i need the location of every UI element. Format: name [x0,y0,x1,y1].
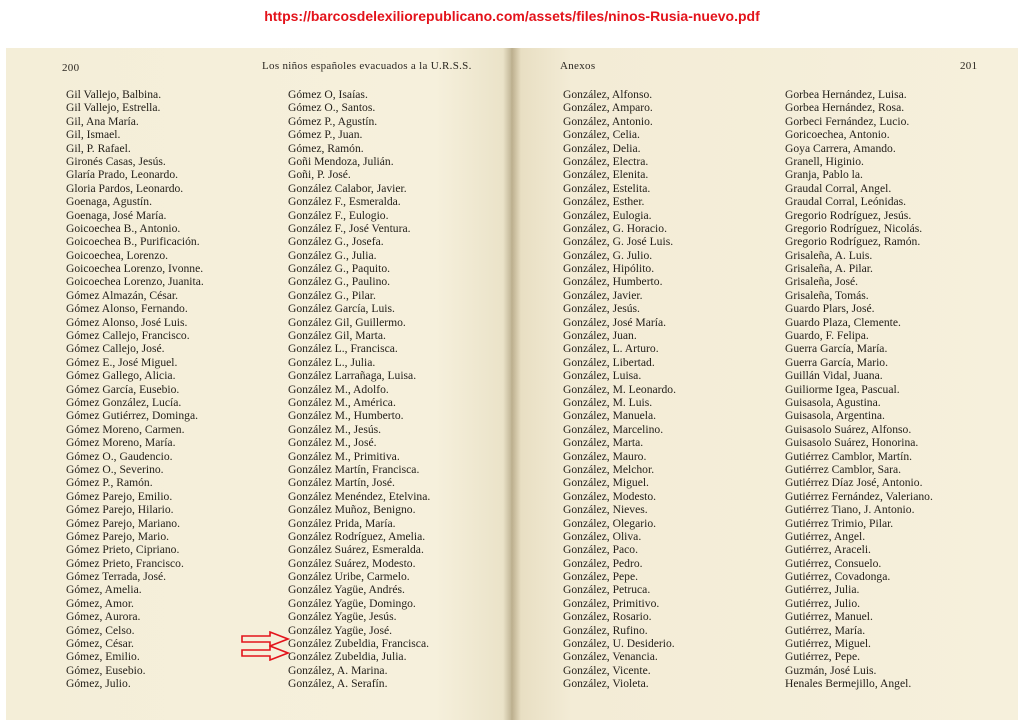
name-entry: Goricoechea, Antonio. [785,128,890,142]
name-entry: Gómez O, Isaías. [288,88,368,101]
name-entry: González Calabor, Javier. [288,181,407,195]
right-running-title: Anexos [560,60,596,72]
name-entry: González, Modesto. [563,489,657,503]
name-entry: Gómez, Eusebio. [66,663,146,677]
name-entry: Gómez Prieto, Francisco. [66,556,184,570]
name-entry: Graudal Corral, Leónidas. [785,195,907,209]
name-entry: Guiliorme Igea, Pascual. [785,382,900,396]
name-entry: González, Luisa. [563,369,642,383]
name-entry: Gómez, Emilio. [66,650,140,664]
name-entry: Gómez García, Eusebio. [66,382,180,396]
name-entry: González, G. Julio. [563,248,653,262]
name-entry: Granell, Higinio. [785,154,864,168]
source-url-link[interactable]: https://barcosdelexiliorepublicano.com/assets/files/ninos-Rusia-nuevo.pdf [264,8,760,24]
name-entry: González M., Primitiva. [288,449,400,463]
name-entry: González, Miguel. [563,476,649,490]
name-entry: González, Marcelino. [563,422,664,436]
name-entry: González, Rosario. [563,610,652,624]
name-entry: Goenaga, Agustín. [66,195,152,209]
book-gutter [503,48,521,720]
name-entry: González, Esther. [563,195,645,209]
name-entry: Gómez Terrada, José. [66,570,167,584]
name-entry: Gil, Ismael. [66,128,121,142]
name-entry: Gómez Parejo, Mariano. [66,516,180,530]
name-entry: Gómez Gutiérrez, Dominga. [66,409,198,423]
name-entry: Goñi, P. José. [288,168,351,182]
name-entry: Gorbea Hernández, Luisa. [785,88,907,101]
name-entry: Goicoechea, Lorenzo. [66,248,169,262]
name-entry: González Rodríguez, Amelia. [288,529,426,543]
name-entry: Guisasola, Argentina. [785,409,885,423]
name-entry: González Suárez, Esmeralda. [288,543,424,557]
name-entry: Gorbeci Fernández, Lucio. [785,114,910,128]
name-entry: Henales Bermejillo, Angel. [785,677,912,691]
name-entry: González, Delia. [563,141,641,155]
name-entry: Gómez Parejo, Mario. [66,529,170,543]
name-entry: Gómez, Amelia. [66,583,142,597]
name-entry: Gómez Callejo, Francisco. [66,329,190,343]
name-entry: Gutiérrez, María. [785,623,866,637]
name-entry: González L., Julia. [288,355,376,369]
name-entry: González M., Humberto. [288,409,404,423]
name-entry: González, Manuela. [563,409,657,423]
name-entry: González, Pedro. [563,556,643,570]
name-entry: Gutiérrez, Julia. [785,583,860,597]
name-entry: Goicoechea Lorenzo, Juanita. [66,275,204,289]
name-entry: González, G. Horacio. [563,221,667,235]
name-entry: González Larrañaga, Luisa. [288,369,417,383]
name-entry: Gómez P., Ramón. [66,476,153,490]
name-entry: González, Paco. [563,543,639,557]
name-entry: Gregorio Rodríguez, Nicolás. [785,221,923,235]
name-entry: González Gil, Guillermo. [288,315,406,329]
name-entry: González, Estelita. [563,181,651,195]
name-entry: Gómez, César. [66,637,134,651]
name-entry: González, Nieves. [563,503,648,517]
name-entry: Gil Vallejo, Balbina. [66,88,162,101]
name-entry: Gutiérrez, Covadonga. [785,570,891,584]
name-entry: Goñi Mendoza, Julián. [288,154,394,168]
name-entry: González, Amparo. [563,101,653,115]
name-entry: González Zubeldia, Julia. [288,650,407,664]
name-entry: González, Melchor. [563,462,655,476]
name-entry: Gómez González, Lucía. [66,395,182,409]
name-entry: Gutiérrez Fernández, Valeriano. [785,489,933,503]
name-entry: Granja, Pablo la. [785,168,863,182]
name-entry: Gómez E., José Miguel. [66,355,178,369]
name-entry: González M., Adolfo. [288,382,389,396]
name-entry: Guerra García, Mario. [785,355,889,369]
name-entry: González, José María. [563,315,667,329]
name-entry: Grisaleña, A. Pilar. [785,262,873,276]
left-column-2 [288,88,430,691]
name-entry: González Yagüe, Jesús. [288,610,397,624]
name-entry: González, Jesús. [563,302,640,316]
name-entry: González F., José Ventura. [288,221,411,235]
name-entry: González, L. Arturo. [563,342,659,356]
name-entry: Gutiérrez Trimio, Pilar. [785,516,894,530]
name-entry: González, Celia. [563,128,640,142]
name-entry: González, Pepe. [563,570,639,584]
name-entry: González Gil, Marta. [288,329,386,343]
name-entry: Graudal Corral, Angel. [785,181,892,195]
name-entry: Guardo Plaza, Clemente. [785,315,901,329]
name-entry: Gutiérrez, Consuelo. [785,556,882,570]
name-entry: Grisaleña, Tomás. [785,288,869,302]
name-entry: González, Oliva. [563,529,642,543]
name-entry: González M., Jesús. [288,422,382,436]
name-entry: Gómez, Ramón. [288,141,364,155]
name-entry: Gironés Casas, Jesús. [66,154,166,168]
left-page-number: 200 [62,62,80,74]
name-entry: González F., Eulogio. [288,208,389,222]
name-entry: Gorbea Hernández, Rosa. [785,101,905,115]
name-entry: González M., América. [288,395,396,409]
name-entry: Guardo Plars, José. [785,302,875,316]
name-entry: González, Libertad. [563,355,655,369]
name-entry: González G., Julia. [288,248,377,262]
name-entry: González, Electra. [563,154,649,168]
name-entry: Gloria Pardos, Leonardo. [66,181,184,195]
name-entry: Gómez Callejo, José. [66,342,165,356]
name-entry: Goicoechea Lorenzo, Ivonne. [66,262,204,276]
name-entry: Gómez, Celso. [66,623,135,637]
name-entry: Gómez Alonso, Fernando. [66,302,188,316]
name-entry: Goicoechea B., Purificación. [66,235,200,249]
name-entry: Gómez Moreno, María. [66,436,176,450]
name-entry: Gregorio Rodríguez, Ramón. [785,235,921,249]
name-entry: Guisasolo Suárez, Alfonso. [785,422,912,436]
left-running-title: Los niños españoles evacuados a la U.R.S.S. [262,60,472,72]
name-entry: González Martín, José. [288,476,395,490]
name-entry: Guisasolo Suárez, Honorina. [785,436,919,450]
name-entry: González, Primitivo. [563,596,660,610]
name-entry: González, Mauro. [563,449,647,463]
name-entry: González, G. José Luis. [563,235,674,249]
name-entry: Gutiérrez Tiano, J. Antonio. [785,503,915,517]
right-column-2 [785,88,933,691]
name-entry: González L., Francisca. [288,342,398,356]
name-entry: González, Violeta. [563,677,649,691]
name-entry: Gómez, Julio. [66,677,131,691]
name-entry: González Martín, Francisca. [288,462,420,476]
name-entry: González M., José. [288,436,377,450]
name-entry: Gómez, Amor. [66,596,134,610]
name-entry: Gutiérrez, Miguel. [785,637,871,651]
name-entry: Guzmán, José Luis. [785,663,877,677]
name-entry: Gómez P., Agustín. [288,114,378,128]
name-entry: González Menéndez, Etelvina. [288,489,431,503]
name-entry: Goenaga, José María. [66,208,167,222]
name-entry: González, Alfonso. [563,88,653,101]
name-entry: González, Hipólito. [563,262,655,276]
name-entry: Gómez Alonso, José Luis. [66,315,188,329]
name-entry: González, Juan. [563,329,637,343]
name-entry: Gómez O., Severino. [66,462,164,476]
name-entry: González G., Josefa. [288,235,384,249]
name-entry: Gutiérrez, Angel. [785,529,866,543]
name-entry: Gómez P., Juan. [288,128,363,142]
name-entry: Grisaleña, José. [785,275,859,289]
name-entry: Gil, Ana María. [66,114,139,128]
left-page [6,48,511,720]
name-entry: González, Vicente. [563,663,651,677]
name-entry: Gutiérrez, Julio. [785,596,861,610]
name-entry: Grisaleña, A. Luis. [785,248,873,262]
name-entry: González G., Paquito. [288,262,391,276]
name-entry: Gómez O., Santos. [288,101,376,115]
name-entry: Goicoechea B., Antonio. [66,221,181,235]
right-page-number: 201 [960,60,978,72]
red-arrow-icon [240,645,290,661]
name-entry: González, Elenita. [563,168,649,182]
name-entry: Glaría Prado, Leonardo. [66,168,179,182]
name-entry: Gómez Moreno, Carmen. [66,422,185,436]
name-entry: González G., Pilar. [288,288,376,302]
name-entry: González, Humberto. [563,275,663,289]
right-page [511,48,1018,720]
name-entry: Goya Carrera, Amando. [785,141,896,155]
name-entry: González, Antonio. [563,114,653,128]
name-entry: González Uribe, Carmelo. [288,570,410,584]
name-entry: Gómez Gallego, Alicia. [66,369,176,383]
left-column-1 [66,88,204,691]
name-entry: González, U. Desiderio. [563,637,675,651]
name-entry: González Zubeldia, Francisca. [288,637,429,651]
name-entry: González, Petruca. [563,583,651,597]
name-entry: Gutiérrez Camblor, Martín. [785,449,913,463]
name-entry: Gómez, Aurora. [66,610,141,624]
name-entry: González, Venancia. [563,650,658,664]
name-entry: González, Olegario. [563,516,657,530]
name-entry: Gutiérrez, Araceli. [785,543,871,557]
name-entry: Guillán Vidal, Juana. [785,369,883,383]
open-book-scan [6,48,1018,720]
name-entry: González, A. Marina. [288,663,388,677]
name-entry: González García, Luis. [288,302,395,316]
right-column-1 [563,88,676,691]
name-entry: González G., Paulino. [288,275,391,289]
name-entry: González, Eulogia. [563,208,652,222]
name-entry: González Yagüe, José. [288,623,392,637]
name-entry: González Muñoz, Benigno. [288,503,416,517]
name-entry: Gómez Parejo, Emilio. [66,489,173,503]
name-entry: González, M. Luis. [563,395,653,409]
name-entry: Gregorio Rodríguez, Jesús. [785,208,912,222]
name-entry: González Yagüe, Domingo. [288,596,416,610]
name-entry: González, Rufino. [563,623,648,637]
name-entry: Gutiérrez, Pepe. [785,650,861,664]
name-entry: González, Marta. [563,436,644,450]
name-entry: Guisasola, Agustina. [785,395,881,409]
name-entry: González, A. Serafín. [288,677,388,691]
name-entry: Gutiérrez Díaz José, Antonio. [785,476,923,490]
name-entry: Gutiérrez, Manuel. [785,610,873,624]
name-entry: González Suárez, Modesto. [288,556,416,570]
name-entry: Gómez O., Gaudencio. [66,449,173,463]
name-entry: González Prida, María. [288,516,396,530]
name-entry: Gil, P. Rafael. [66,141,131,155]
name-entry: González, Javier. [563,288,643,302]
name-entry: González Yagüe, Andrés. [288,583,405,597]
name-entry: González, M. Leonardo. [563,382,676,396]
name-entry: Gil Vallejo, Estrella. [66,101,161,115]
name-entry: Gómez Almazán, César. [66,288,179,302]
name-entry: Gutiérrez Camblor, Sara. [785,462,902,476]
name-entry: González F., Esmeralda. [288,195,401,209]
name-entry: Guerra García, María. [785,342,888,356]
name-entry: Guardo, F. Felipa. [785,329,869,343]
name-entry: Gómez Parejo, Hilario. [66,503,174,517]
name-entry: Gómez Prieto, Cipriano. [66,543,180,557]
